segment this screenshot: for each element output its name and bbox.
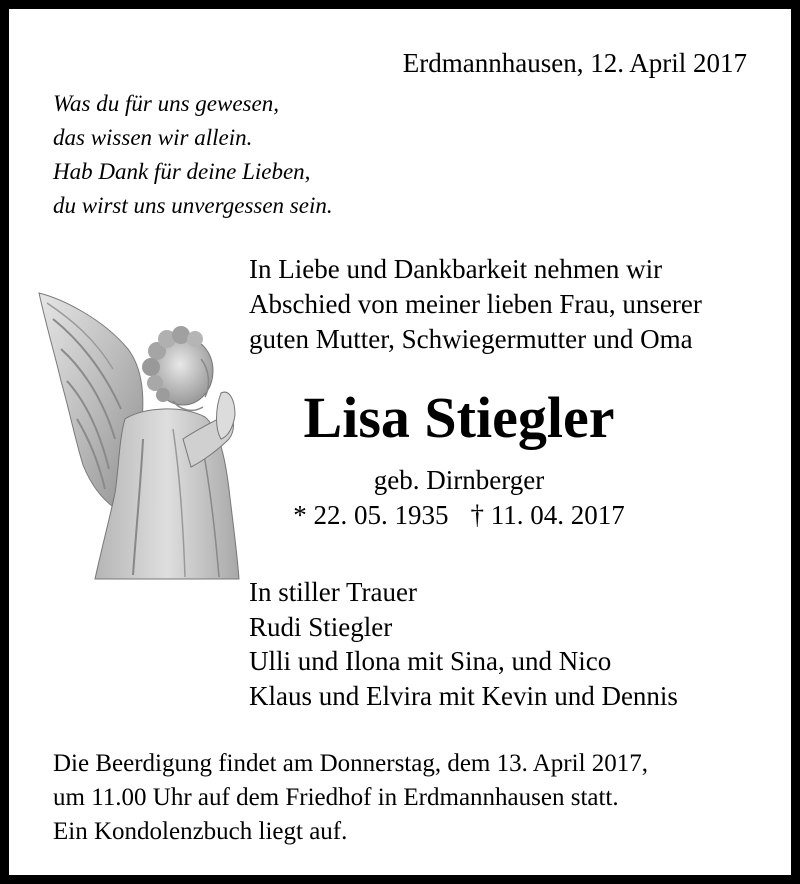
poem-line: Hab Dank für deine Lieben, — [53, 159, 311, 184]
death-date: † 11. 04. 2017 — [470, 500, 625, 530]
poem-line: das wissen wir allein. — [53, 125, 253, 150]
birth-name: geb. Dirnberger — [373, 465, 545, 495]
poem-line: Was du für uns gewesen, — [53, 91, 279, 116]
deceased-name: Lisa Stiegler — [303, 385, 615, 450]
poem — [53, 87, 333, 223]
funeral-line: Die Beerdigung findet am Donnerstag, dem 13. April 2017, — [53, 750, 649, 777]
intro-line: guten Mutter, Schwiegermutter und Oma — [249, 324, 693, 354]
life-dates — [9, 499, 800, 531]
mourner-line: Ulli und Ilona mit Sina, und Nico — [249, 646, 612, 676]
intro-line: In Liebe und Dankbarkeit nehmen wir — [249, 254, 663, 284]
poem-line: du wirst uns unvergessen sein. — [53, 193, 333, 218]
mourner-line: Rudi Stiegler — [249, 611, 393, 642]
birth-date: * 22. 05. 1935 — [293, 500, 449, 530]
funeral-line: um 11.00 Uhr auf dem Friedhof in Erdmannhausen statt. — [53, 784, 619, 811]
mourner-line: In stiller Trauer — [249, 577, 417, 607]
funeral-info — [53, 747, 648, 849]
funeral-line: Ein Kondolenzbuch liegt auf. — [53, 818, 348, 845]
intro-line: Abschied von meiner lieben Frau, unserer — [249, 289, 702, 319]
mourners — [249, 575, 678, 713]
place-date: Erdmannhausen, 12. April 2017 — [402, 48, 747, 78]
mourner-line: Klaus und Elvira mit Kevin und Dennis — [249, 680, 678, 711]
intro-text — [249, 252, 702, 357]
